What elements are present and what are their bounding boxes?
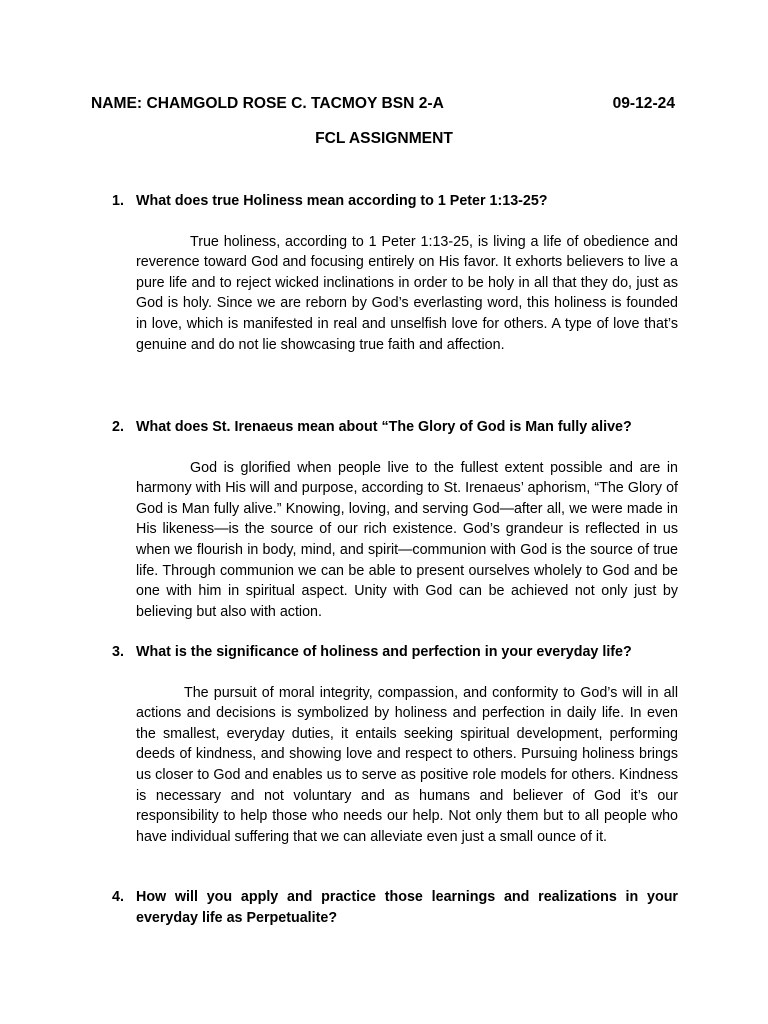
question-2 [112,417,678,438]
question-1 [112,191,678,212]
question-number: 3. [112,644,124,660]
question-block-3 [112,642,678,847]
answer-2: God is glorified when people live to the fullest extent possible and are in harmony with His will and purpose, according to St. Irenaeus’ aphorism, “The Glory of God is Man fully alive.” Knowing, loving, and serving God—after all, we were made in His likeness—is the source of our rich existence. God’s grandeur is reflected in us when we flourish in body, mind, and spirit—communion with God is the source of true life. Through communion we can be able to present ourselves wholely to God and be one with him in spiritual aspect. Unity with God can be achieved not only just by believing but also with action. [136,459,678,620]
question-block-2 [112,417,678,622]
question-text: How will you apply and practice those learnings and realizations in your everyday life as Perpetualite? [136,889,678,926]
question-text: What does St. Irenaeus mean about “The Glory of God is Man fully alive? [136,419,632,435]
question-number: 1. [112,193,124,209]
question-4 [112,887,678,928]
header [91,94,675,114]
date: 09-12-24 [612,95,675,112]
question-number: 2. [112,419,124,435]
answer-1: True holiness, according to 1 Peter 1:13-25, is living a life of obedience and reverence toward God and focusing entirely on His favor. It exhorts believers to live a pure life and to reject wicked inclinations in order to be holy in all that they do, just as God is holy. Since we are reborn by God’s everlasting word, this holiness is founded in love, which is manifested in real and unselfish love for others. A type of love that’s genuine and do not lie showcasing true faith and affection. [136,233,678,353]
question-block-1 [112,191,678,355]
answer-3: The pursuit of moral integrity, compassion, and conformity to God’s will in all actions and decisions is symbolized by holiness and perfection in daily life. In even the smallest, everyday duties, it entails seeking spiritual development, performing deeds of kindness, and showing love and respect to others. Pursuing holiness brings us closer to God and enables us to serve as positive role models for others. Kindness is necessary and not voluntary and as humans and believer of God it’s our responsibility to help those who needs our help. Not only them but to all people who have individual suffering that we can alleviate even just a small ounce of it. [136,684,678,845]
question-3 [112,642,678,663]
question-block-4 [112,887,678,928]
question-text: What is the significance of holiness and perfection in your everyday life? [136,644,632,660]
question-text: What does true Holiness mean according to 1 Peter 1:13-25? [136,193,548,209]
student-name-line: NAME: CHAMGOLD ROSE C. TACMOY BSN 2-A [91,95,444,112]
page-title: FCL ASSIGNMENT [315,130,453,147]
question-number: 4. [112,889,124,905]
